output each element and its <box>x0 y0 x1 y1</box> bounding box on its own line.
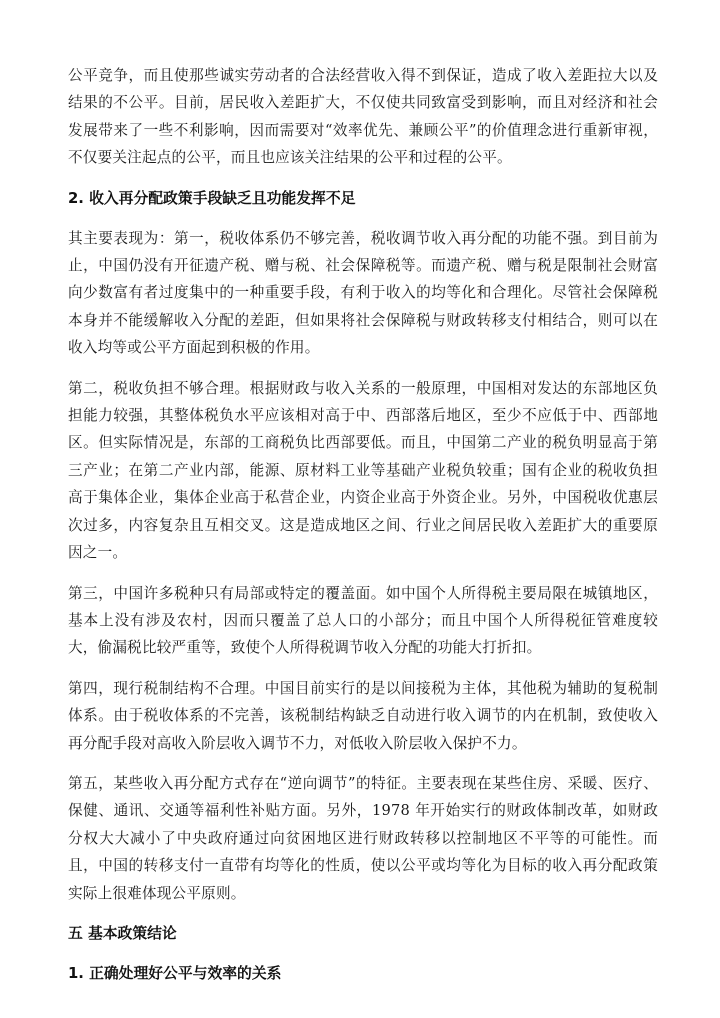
paragraph-second-tax-burden: 第二，税收负担不够合理。根据财政与收入关系的一般原理，中国相对发达的东部地区负担能力较强，其整体税负水平应该相对高于中、西部落后地区，至少不应低于中、西部地区。但实际情况是，东部的工商税负比西部要低。而且，中国第二产业的税负明显高于第三产业；在第二产业内部，能源、原材料工业等基础产业税负较重；国有企业的税收负担高于集体企业，集体企业高于私营企业，内资企业高于外资企业。另外，中国税收优惠层次过多，内容复杂且互相交叉。这是造成地区之间、行业之间居民收入差距扩大的重要原因之一。 <box>68 379 658 562</box>
section-heading-redistribution: 2. 收入再分配政策手段缺乏且功能发挥不足 <box>68 189 356 207</box>
paragraph-fairness: 公平竞争，而且使那些诚实劳动者的合法经营收入得不到保证，造成了收入差距拉大以及结果的不公平。目前，居民收入差距扩大，不仅使共同致富受到影响，而且对经济和社会发展带来了一些不利影响，因而需要对“效率优先、兼顾公平”的价值理念进行重新审视，不仅要关注起点的公平，而且也应该关注结果的公平和过程的公平。 <box>68 67 658 167</box>
paragraph-third-coverage: 第三，中国许多税种只有局部或特定的覆盖面。如中国个人所得税主要局限在城镇地区，基本上没有涉及农村，因而只覆盖了总人口的小部分；而且中国个人所得税征管难度较大，偷漏税比较严重等，致使个人所得税调节收入分配的功能大打折扣。 <box>68 584 658 657</box>
paragraph-fifth-reverse-regulation: 第五，某些收入再分配方式存在“逆向调节”的特征。主要表现在某些住房、采暖、医疗、保健、通讯、交通等福利性补贴方面。另外，1978 年开始实行的财政体制改革，如财政分权大大减小了中央政府通过向贫困地区进行财政转移以控制地区不平等的可能性。而且，中国的转移支付一直带有均等化的性质，使以公平或均等化为目标的收入再分配政策实际上很难体现公平原则。 <box>68 774 658 902</box>
chapter-heading-conclusions: 五 基本政策结论 <box>68 924 177 942</box>
paragraph-fourth-structure: 第四，现行税制结构不合理。中国目前实行的是以间接税为主体，其他税为辅助的复税制体系。由于税收体系的不完善，该税制结构缺乏自动进行收入调节的内在机制，致使收入再分配手段对高收入阶层收入调节不力，对低收入阶层收入保护不力。 <box>68 679 658 752</box>
paragraph-first-tax-system: 其主要表现为：第一，税收体系仍不够完善，税收调节收入再分配的功能不强。到目前为止，中国仍没有开征遗产税、赠与税、社会保障税等。而遗产税、赠与税是限制社会财富向少数富有者过度集中的一种重要手段，有利于收入的均等化和合理化。尽管社会保障税本身并不能缓解收入分配的差距，但如果将社会保障税与财政转移支付相结合，则可以在收入均等或公平方面起到积极的作用。 <box>68 229 658 357</box>
document-page <box>68 62 658 1000</box>
section-heading-fairness-efficiency: 1. 正确处理好公平与效率的关系 <box>68 964 282 982</box>
